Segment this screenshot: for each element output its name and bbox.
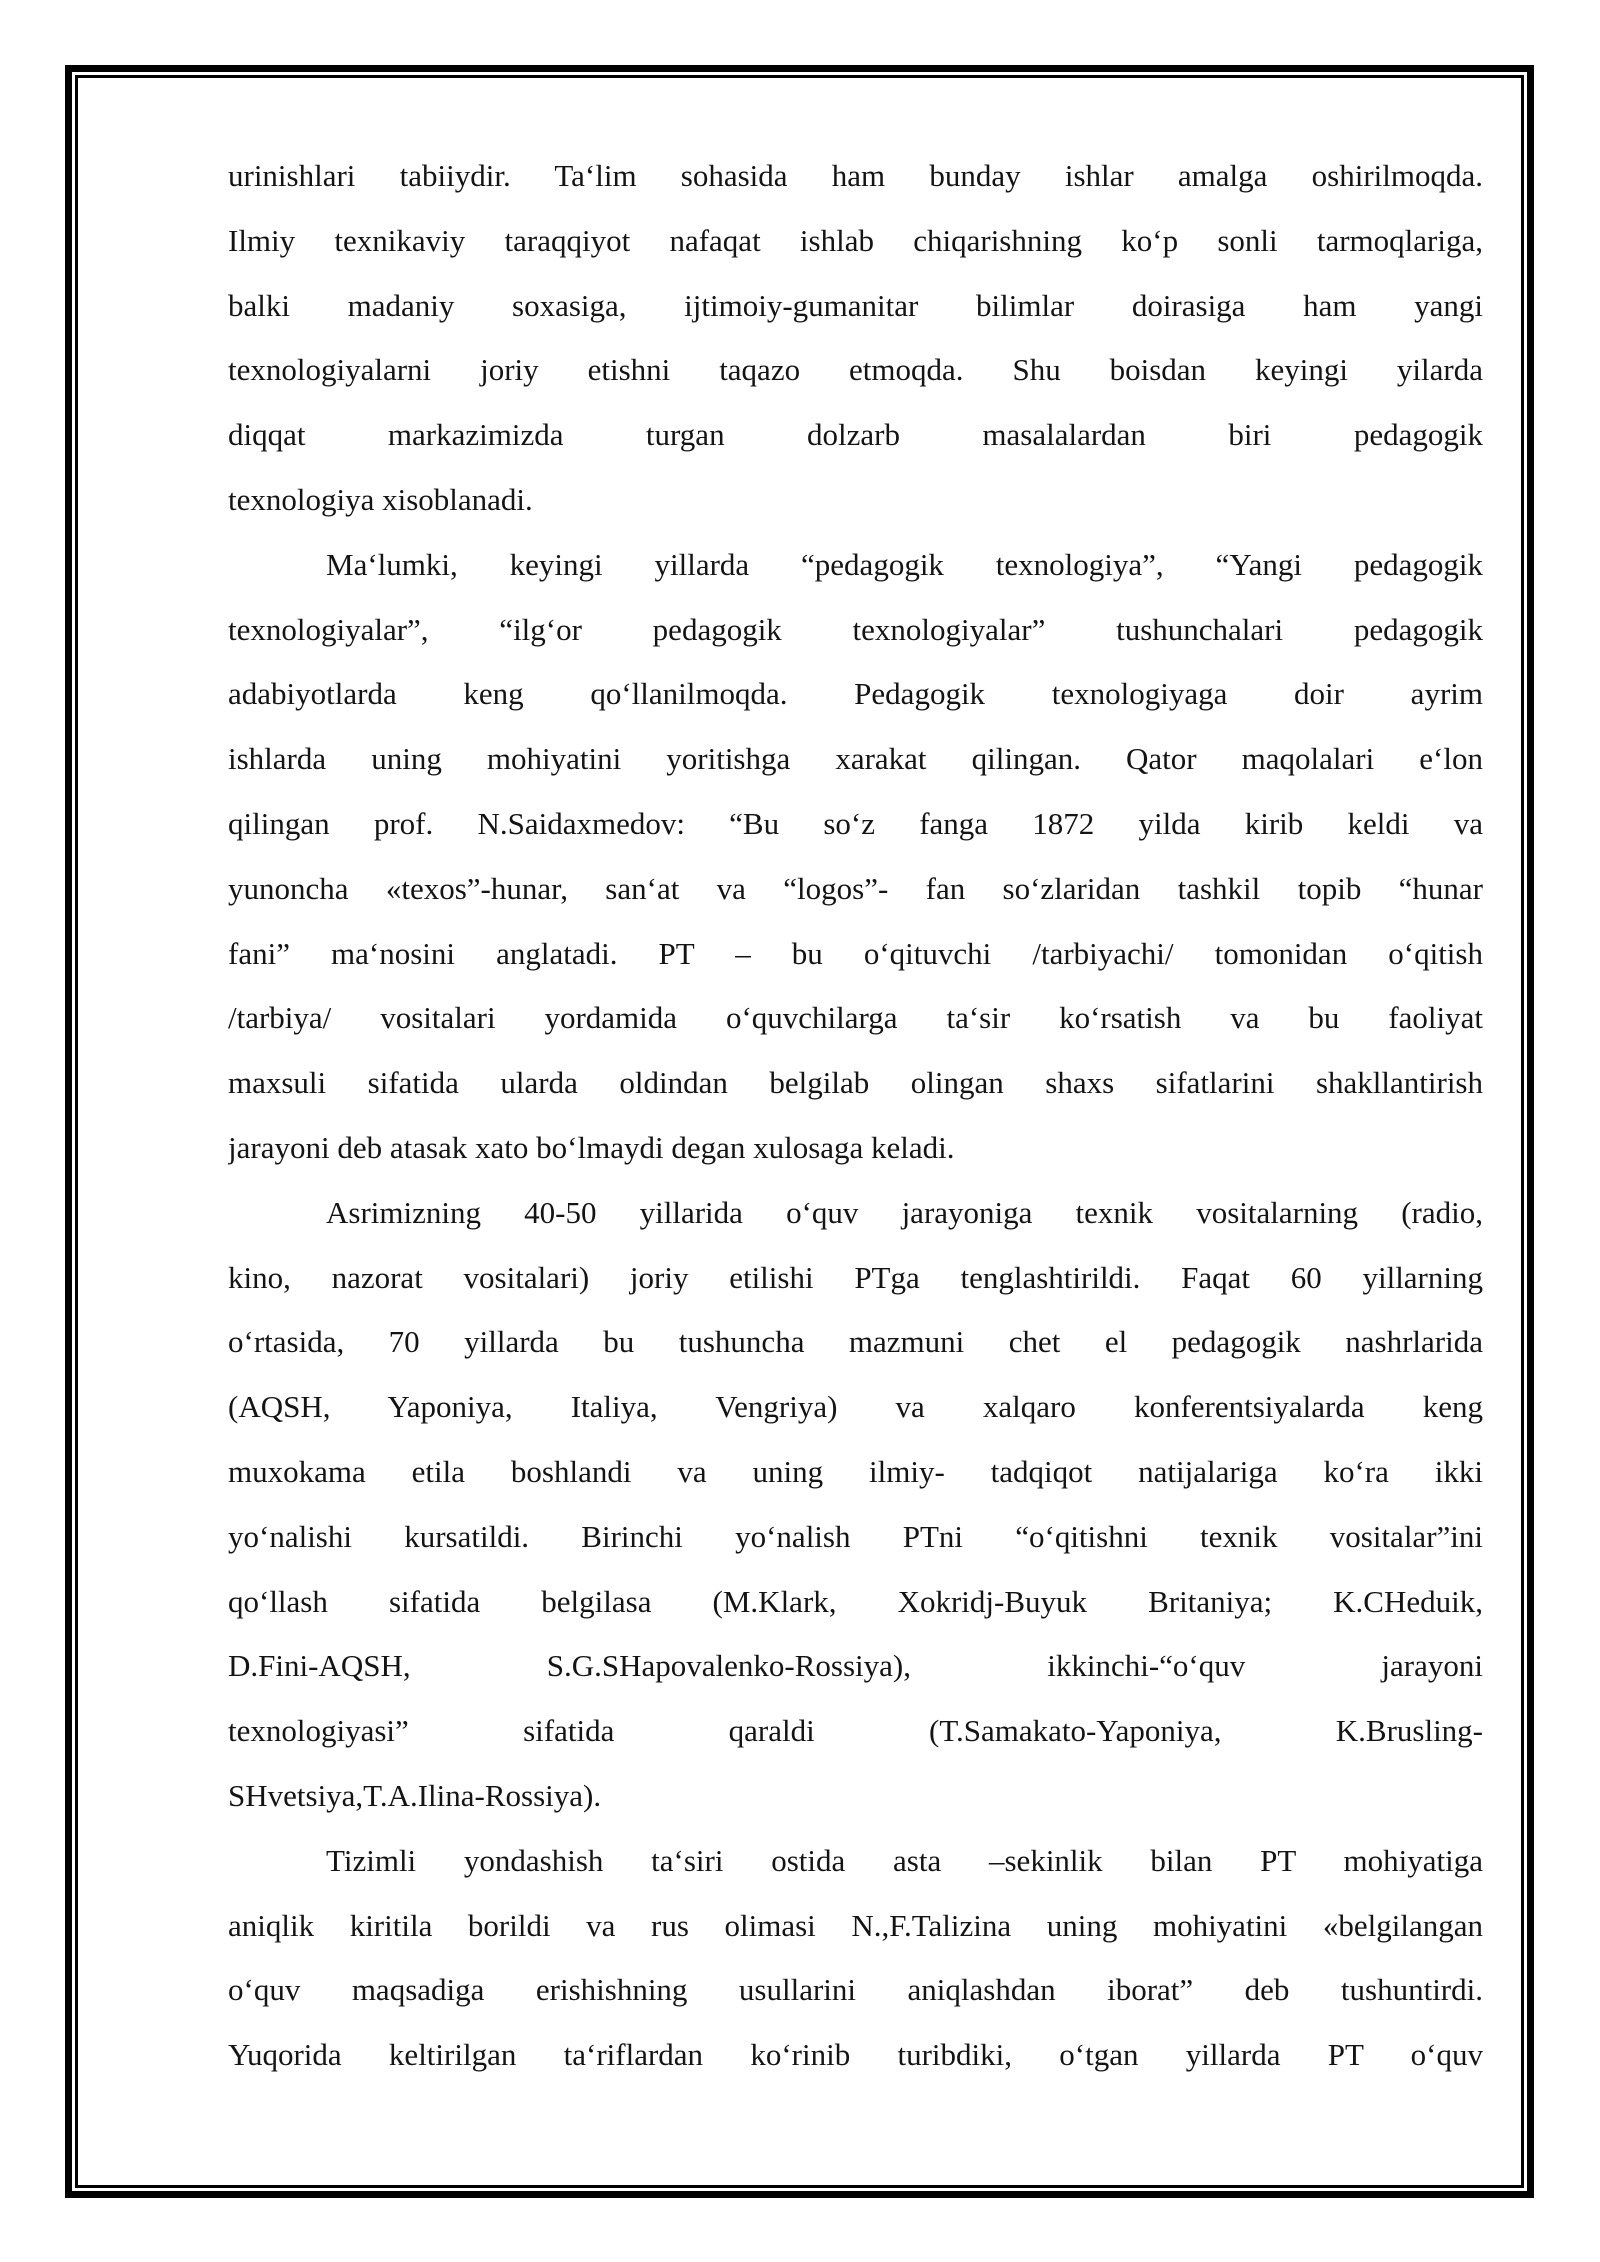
text-line: Asrimizning 40-50 yillarida o‘quv jarayoniga texnik vositalarning (radio, <box>326 1194 1483 1230</box>
text-line: aniqlik kiritila borildi va rus olimasi N.,F.Talizina uning mohiyatini «belgilangan <box>228 1907 1483 1943</box>
text-line: muxokama etila boshlandi va uning ilmiy- tadqiqot natijalariga ko‘ra ikki <box>228 1453 1483 1489</box>
text-line: ishlarda uning mohiyatini yoritishga xarakat qilingan. Qator maqolalari e‘lon <box>228 741 1483 777</box>
paragraph-2 <box>228 533 1483 1181</box>
text-line: texnologiya xisoblanadi. <box>228 481 533 517</box>
text-line: diqqat markazimizda turgan dolzarb masalalardan biri pedagogik <box>228 417 1483 453</box>
text-line: adabiyotlarda keng qo‘llanilmoqda. Pedagogik texnologiyaga doir ayrim <box>228 676 1483 712</box>
paragraph-3 <box>228 1181 1483 1829</box>
text-line: SHvetsiya,T.A.Ilina-Rossiya). <box>228 1777 602 1813</box>
text-line: /tarbiya/ vositalari yordamida o‘quvchilarga ta‘sir ko‘rsatish va bu faoliyat <box>228 1000 1483 1036</box>
text-line: o‘rtasida, 70 yillarda bu tushuncha mazmuni chet el pedagogik nashrlarida <box>228 1324 1483 1360</box>
paragraph-4 <box>228 1829 1483 2088</box>
text-line: texnologiyalarni joriy etishni taqazo etmoqda. Shu boisdan keyingi yilarda <box>228 352 1483 388</box>
text-line: Yuqorida keltirilgan ta‘riflardan ko‘rinib turibdiki, o‘tgan yillarda PT o‘quv <box>228 2037 1483 2073</box>
paragraph-1 <box>228 144 1483 533</box>
text-line: qo‘llash sifatida belgilasa (M.Klark, Xokridj-Buyuk Britaniya; K.CHeduik, <box>228 1583 1483 1619</box>
text-line: balki madaniy soxasiga, ijtimoiy-gumanitar bilimlar doirasiga ham yangi <box>228 287 1483 323</box>
text-line: urinishlari tabiiydir. Ta‘lim sohasida ham bunday ishlar amalga oshirilmoqda. <box>228 158 1483 193</box>
text-line: o‘quv maqsadiga erishishning usullarini aniqlashdan iborat” deb tushuntirdi. <box>228 1972 1483 2008</box>
text-line: Ilmiy texnikaviy taraqqiyot nafaqat ishlab chiqarishning ko‘p sonli tarmoqlariga, <box>228 222 1483 258</box>
text-line: yo‘nalishi kursatildi. Birinchi yo‘nalish PTni “o‘qitishni texnik vositalar”ini <box>228 1518 1483 1554</box>
text-line: maxsuli sifatida ularda oldindan belgilab olingan shaxs sifatlarini shakllantirish <box>228 1065 1483 1101</box>
body-text <box>228 144 1483 2088</box>
text-line: texnologiyasi” sifatida qaraldi (T.Samakato-Yaponiya, K.Brusling- <box>228 1713 1483 1749</box>
text-line: (AQSH, Yaponiya, Italiya, Vengriya) va xalqaro konferentsiyalarda keng <box>228 1389 1483 1425</box>
text-line: jarayoni deb atasak xato bo‘lmaydi degan xulosaga keladi. <box>228 1129 955 1165</box>
text-line: fani” ma‘nosini anglatadi. PT – bu o‘qituvchi /tarbiyachi/ tomonidan o‘qitish <box>228 935 1483 971</box>
text-line: qilingan prof. N.Saidaxmedov: “Bu so‘z fanga 1872 yilda kirib keldi va <box>228 805 1483 841</box>
text-line: Tizimli yondashish ta‘siri ostida asta –sekinlik bilan PT mohiyatiga <box>326 1842 1483 1878</box>
text-line: texnologiyalar”, “ilg‘or pedagogik texnologiyalar” tushunchalari pedagogik <box>228 611 1483 647</box>
text-line: Ma‘lumki, keyingi yillarda “pedagogik texnologiya”, “Yangi pedagogik <box>326 546 1483 582</box>
text-line: yunoncha «texos”-hunar, san‘at va “logos”- fan so‘zlaridan tashkil topib “hunar <box>228 870 1483 906</box>
text-line: kino, nazorat vositalari) joriy etilishi PTga tenglashtirildi. Faqat 60 yillarning <box>228 1259 1483 1295</box>
text-line: D.Fini-AQSH, S.G.SHapovalenko-Rossiya), ikkinchi-“o‘quv jarayoni <box>228 1648 1483 1684</box>
